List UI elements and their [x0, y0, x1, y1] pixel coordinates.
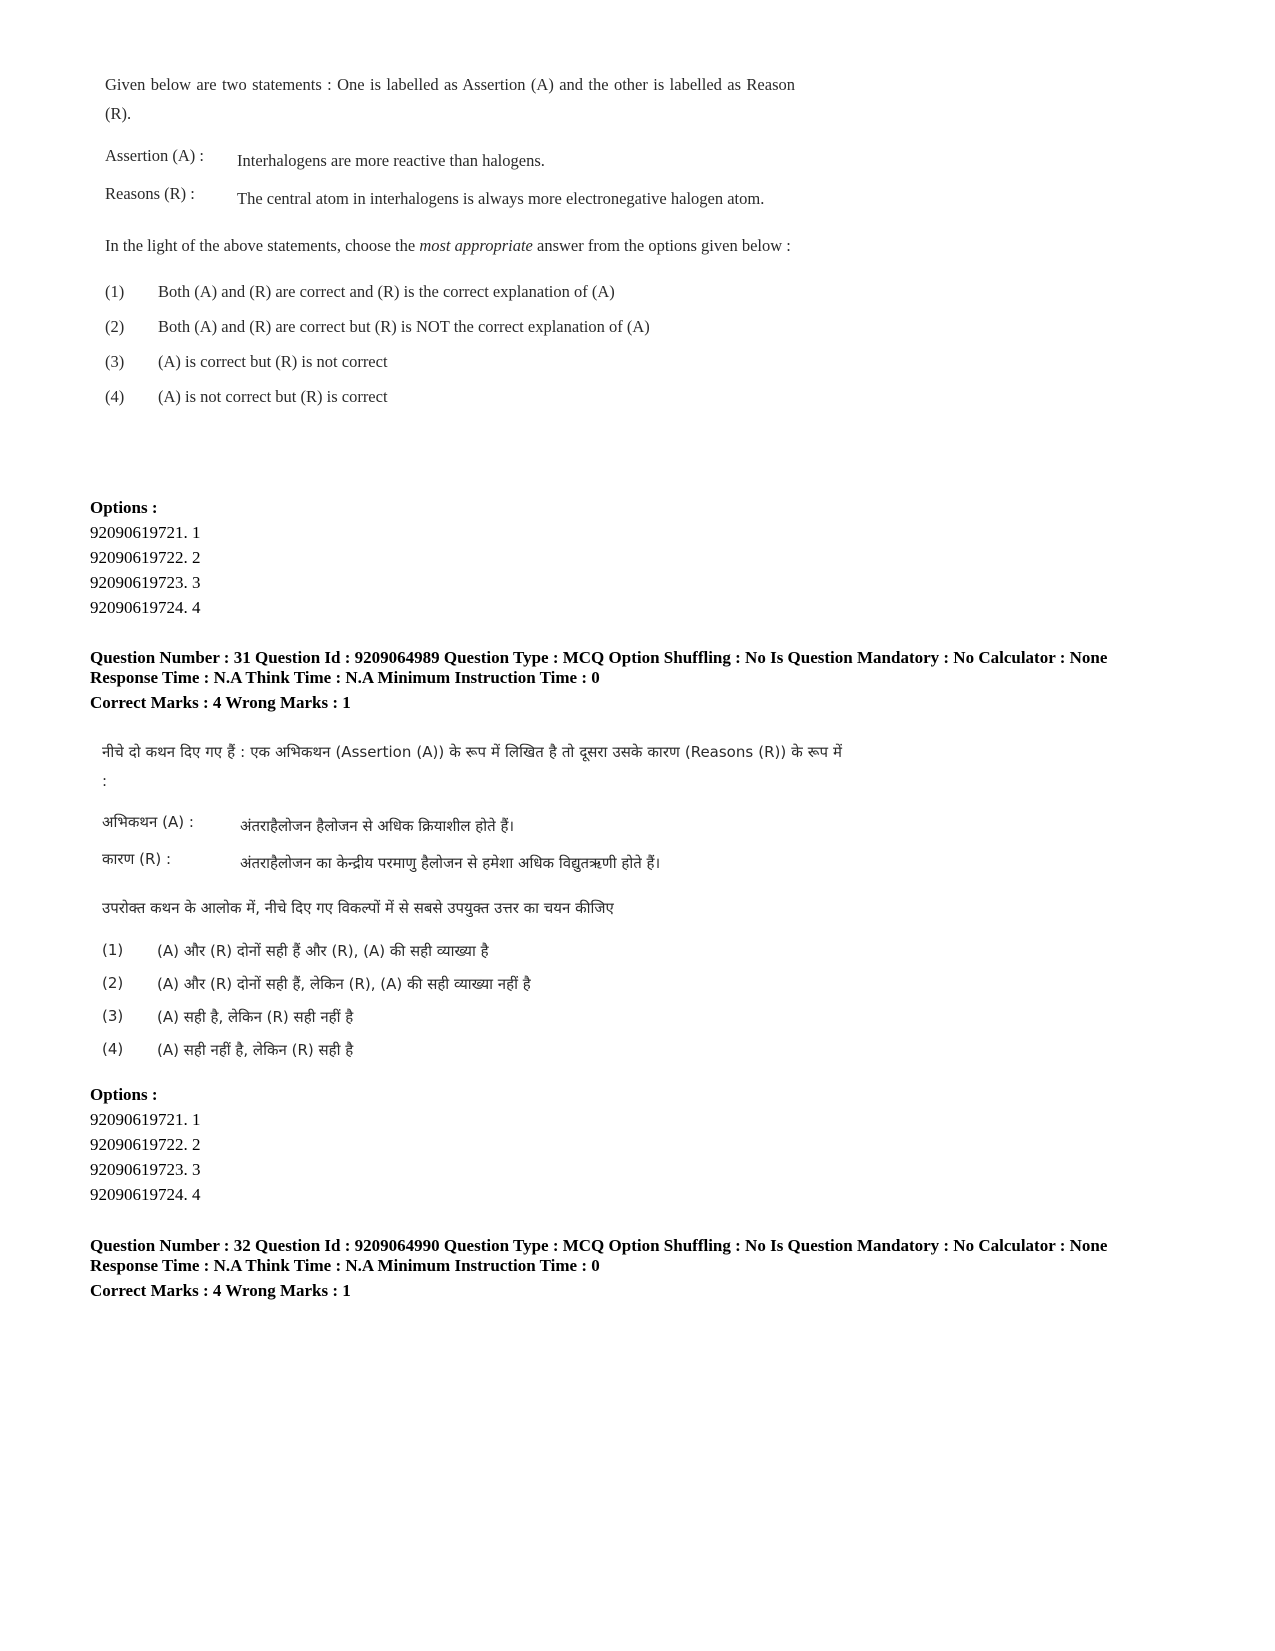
reason-text: अंतराहैलोजन का केन्द्रीय परमाणु हैलोजन से हमेशा अधिक विद्युतऋणी होते हैं। — [240, 854, 661, 872]
question-meta-line: Question Number : 32 Question Id : 9209064990 Question Type : MCQ Option Shuffling : No Is Question Mandatory : No Calculator : None — [90, 1236, 1108, 1255]
instruction-text: उपरोक्त कथन के आलोक में, नीचे दिए गए विकल्पों में से सबसे उपयुक्त उत्तर का चयन कीजिए — [102, 899, 614, 917]
choice-item — [102, 1040, 842, 1073]
choice-item — [105, 317, 795, 352]
option-id: 92090619721. 1 — [90, 523, 201, 542]
option-id: 92090619723. 3 — [90, 573, 201, 592]
instruction-text: In the light of the above statements, choose the most appropriate answer from the options given below : — [105, 236, 791, 255]
reason-row — [102, 849, 842, 878]
choice-number: (4) — [102, 1040, 124, 1058]
choice-text: (A) is not correct but (R) is correct — [158, 387, 388, 406]
choice-text: Both (A) and (R) are correct and (R) is the correct explanation of (A) — [158, 282, 615, 301]
choice-item — [102, 941, 842, 974]
option-id: 92090619724. 4 — [90, 1185, 201, 1204]
choice-number: (2) — [102, 974, 124, 992]
choice-number: (1) — [102, 941, 124, 959]
question-marks-line: Correct Marks : 4 Wrong Marks : 1 — [90, 1281, 351, 1300]
choice-number: (4) — [105, 387, 125, 406]
assertion-row — [102, 812, 842, 841]
choice-text: (A) is correct but (R) is not correct — [158, 352, 388, 371]
options-heading: Options : — [90, 1085, 158, 1104]
choice-list — [105, 282, 795, 422]
choice-list — [102, 941, 842, 1073]
choice-number: (2) — [105, 317, 125, 336]
question-timing-line: Response Time : N.A Think Time : N.A Minimum Instruction Time : 0 — [90, 668, 600, 687]
option-id: 92090619721. 1 — [90, 1110, 201, 1129]
choice-item — [105, 282, 795, 317]
options-block — [90, 495, 201, 620]
question-intro: नीचे दो कथन दिए गए हैं : एक अभिकथन (Assertion (A)) के रूप में लिखित है तो दूसरा उसके कारण (Reasons (R)) के रूप में : — [102, 743, 842, 790]
assertion-text: अंतराहैलोजन हैलोजन से अधिक क्रियाशील होते हैं। — [240, 817, 515, 835]
options-block — [90, 1082, 201, 1207]
choice-text: Both (A) and (R) are correct but (R) is NOT the correct explanation of (A) — [158, 317, 650, 336]
assertion-label: अभिकथन (A) : — [102, 813, 194, 831]
choice-text: (A) और (R) दोनों सही हैं और (R), (A) की सही व्याख्या है — [157, 942, 489, 960]
choice-number: (3) — [102, 1007, 124, 1025]
assertion-text: Interhalogens are more reactive than halogens. — [237, 151, 545, 170]
option-id: 92090619723. 3 — [90, 1160, 201, 1179]
question-marks-line: Correct Marks : 4 Wrong Marks : 1 — [90, 693, 351, 712]
choice-item — [102, 974, 842, 1007]
question-31-header — [90, 648, 1210, 713]
options-heading: Options : — [90, 498, 158, 517]
choice-number: (3) — [105, 352, 125, 371]
question-meta-line: Question Number : 31 Question Id : 9209064989 Question Type : MCQ Option Shuffling : No Is Question Mandatory : No Calculator : None — [90, 648, 1108, 667]
option-id: 92090619722. 2 — [90, 548, 201, 567]
choice-number: (1) — [105, 282, 125, 301]
choice-item — [105, 387, 795, 422]
reason-label: Reasons (R) : — [105, 184, 195, 203]
assertion-label: Assertion (A) : — [105, 146, 204, 165]
choice-item — [102, 1007, 842, 1040]
question-30-image — [105, 70, 795, 422]
question-timing-line: Response Time : N.A Think Time : N.A Minimum Instruction Time : 0 — [90, 1256, 600, 1275]
question-31-image — [102, 738, 842, 1073]
choice-text: (A) सही है, लेकिन (R) सही नहीं है — [157, 1008, 354, 1026]
reason-text: The central atom in interhalogens is always more electronegative halogen atom. — [237, 189, 765, 208]
reason-label: कारण (R) : — [102, 850, 172, 868]
reason-row — [105, 184, 795, 213]
option-id: 92090619724. 4 — [90, 598, 201, 617]
question-intro: Given below are two statements : One is labelled as Assertion (A) and the other is labelled as Reason (R). — [105, 75, 795, 123]
choice-item — [105, 352, 795, 387]
option-id: 92090619722. 2 — [90, 1135, 201, 1154]
choice-text: (A) और (R) दोनों सही हैं, लेकिन (R), (A) की सही व्याख्या नहीं है — [157, 975, 531, 993]
assertion-row — [105, 146, 795, 175]
choice-text: (A) सही नहीं है, लेकिन (R) सही है — [157, 1041, 354, 1059]
question-32-header — [90, 1236, 1210, 1301]
